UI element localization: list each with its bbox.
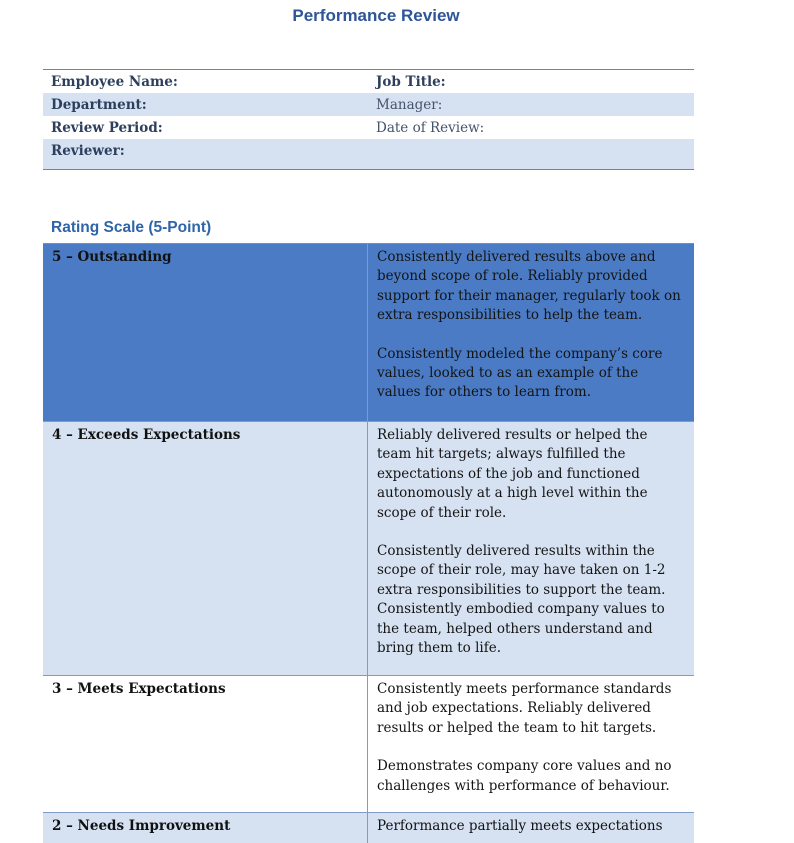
employee-name-label[interactable]: Employee Name:	[51, 74, 178, 90]
department-label[interactable]: Department:	[51, 97, 147, 113]
info-row-employee	[43, 70, 694, 93]
info-row-review-period	[43, 116, 694, 139]
rating-description-3-p1: Consistently meets performance standards and job expectations. Reliably delivered results or helped the team to hit targets.	[377, 681, 672, 736]
manager-label[interactable]: Manager:	[376, 97, 443, 113]
date-of-review-label[interactable]: Date of Review:	[376, 120, 485, 136]
rating-description-4	[368, 422, 694, 675]
rating-scale-table	[43, 243, 694, 843]
rating-row-5	[43, 244, 694, 422]
rating-row-3	[43, 676, 694, 813]
rating-label-4: 4 – Exceeds Expectations	[43, 422, 368, 675]
rating-description-3	[368, 676, 694, 812]
reviewer-value-cell[interactable]	[368, 139, 694, 169]
rating-description-2	[368, 813, 694, 843]
rating-description-4-p1: Reliably delivered results or helped the team hit targets; always fulfilled the expectations of the job and functioned autonomously at a high level within the scope of their role.	[377, 427, 648, 521]
rating-description-3-p2: Demonstrates company core values and no challenges with performance of behaviour.	[377, 758, 672, 794]
info-row-reviewer	[43, 139, 694, 169]
rating-row-4	[43, 422, 694, 676]
page-title: Performance Review	[292, 6, 460, 25]
rating-description-5-p1: Consistently delivered results above and beyond scope of role. Reliably provided support for their manager, regularly took on extra responsibilities to help the team.	[377, 249, 681, 324]
rating-description-4-p2: Consistently delivered results within the scope of their role, may have taken on 1-2 extra responsibilities to support the team. Consistently embodied company values to the team, helped others understand and bring them to life.	[377, 543, 666, 657]
review-period-label[interactable]: Review Period:	[51, 120, 163, 136]
rating-row-2	[43, 813, 694, 843]
info-row-department	[43, 93, 694, 116]
rating-scale-heading: Rating Scale (5-Point)	[51, 219, 212, 236]
employee-info-table	[43, 69, 694, 170]
rating-label-3: 3 – Meets Expectations	[43, 676, 368, 812]
rating-label-2: 2 – Needs Improvement	[43, 813, 368, 843]
rating-label-5: 5 – Outstanding	[43, 244, 368, 421]
rating-description-5	[368, 244, 694, 421]
rating-description-2-p1: Performance partially meets expectations	[377, 818, 663, 834]
rating-description-5-p2: Consistently modeled the company’s core values, looked to as an example of the values for others to learn from.	[377, 345, 663, 401]
job-title-label[interactable]: Job Title:	[376, 74, 446, 90]
reviewer-label[interactable]: Reviewer:	[51, 143, 125, 159]
